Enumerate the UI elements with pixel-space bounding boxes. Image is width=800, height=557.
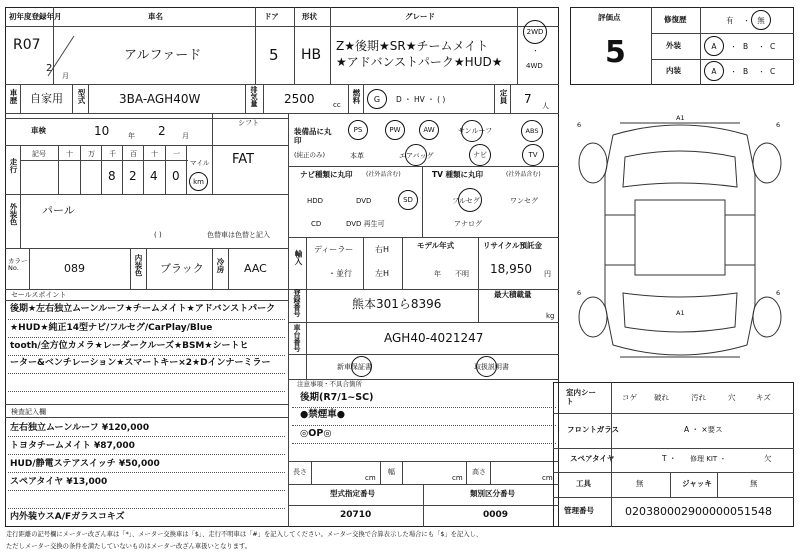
type-cert-value: 20710 (340, 510, 372, 520)
mileage-unit-5: 一 (173, 150, 180, 158)
color-note-paren: ( ) (154, 231, 162, 239)
notes-line-3: ◎OP◎ (300, 428, 332, 439)
exterior-color-label: 外装色 (9, 203, 18, 226)
year-slash-icon (30, 30, 80, 80)
mileage-unit-3: 百 (130, 150, 137, 158)
capacity-unit: 人 (542, 102, 549, 110)
aircon-label: 冷房 (216, 258, 225, 273)
mgmt-no: 020380002900000051548 (625, 505, 772, 518)
repair-no-circle: 無 (751, 10, 771, 30)
sheet-kizu: キズ (756, 393, 771, 402)
mileage-unit-mile: マイル (190, 159, 210, 167)
door-label: ドア (264, 12, 279, 21)
import-dealer: ディーラー (314, 245, 354, 254)
eq-airbag: エアバッグ (399, 152, 434, 160)
model-year-unit: 年 (434, 270, 441, 278)
navi-hdd: HDD (307, 197, 324, 205)
shape-value: HB (301, 47, 322, 63)
mgmt-label: 管理番号 (564, 506, 594, 515)
grade-line2: ★アドバンストパーク★HUD★ (336, 55, 503, 69)
diagram-tire-fr: 6 (776, 121, 781, 129)
mileage-digit-5: 0 (172, 169, 180, 183)
sales-point-line-4: ーター&ベンチレーション★スマートキー×2★Dインナーミラー (10, 358, 271, 368)
spare-kit: 修理 KIT ・ (690, 455, 727, 463)
tv-sub: (社外品含む) (506, 171, 541, 178)
tv-oneseg: ワンセグ (510, 197, 538, 205)
vehicle-use-label: 車歴 (9, 89, 18, 104)
size-height: 高さ (472, 468, 486, 476)
color-note: 色替車は色替と記入 (207, 231, 270, 239)
notes-label: 注意事項・不具合箇所 (297, 380, 362, 388)
new-warranty-circle (351, 356, 372, 377)
mileage-km-circle: km (189, 172, 208, 191)
exterior-dot-2: ・ (758, 43, 765, 51)
car-name-label: 車名 (148, 12, 163, 21)
mileage-unit-0: 十 (66, 150, 73, 158)
interior-label: 内装 (666, 66, 681, 75)
eq-tv-circle: TV (522, 144, 544, 166)
sheet-ana: 穴 (728, 393, 736, 402)
eq-navi-circle: ナビ (469, 144, 491, 166)
reg-no-label: 登録番号 (293, 289, 301, 317)
interior-sheet-label: 室内シート (566, 388, 596, 406)
interior-b: B (743, 67, 749, 76)
sheet-yogore: 汚れ (691, 393, 706, 402)
tools-label: 工具 (576, 479, 591, 488)
capacity-label: 定員 (499, 89, 508, 104)
sales-point-line-1: 後期★左右独立ムーンルーフ★チームメイト★アドバンストパーク (10, 304, 276, 314)
tv-fullseg-circle (458, 188, 482, 212)
exterior-c: C (770, 42, 776, 51)
mileage-digit-3: 2 (129, 169, 137, 183)
navi-dvd-play: DVD 再生可 (346, 220, 385, 228)
front-glass-value: A ・ ×要ス (684, 425, 723, 434)
mileage-unit-1: 万 (88, 150, 95, 158)
sheet-koge: コゲ (622, 393, 637, 402)
interior-color-label: 内装色 (134, 254, 143, 277)
type-cert-label: 型式指定番号 (330, 489, 375, 498)
spare-none: 欠 (764, 454, 772, 463)
footer-note-1: 走行距離の記号欄にメーター改ざん車は「*」、メーター交換車は「$」、走行不明車は「#」を記入してください。メーター交換で合算表示した場合にも「$」を記入し、 (6, 531, 483, 538)
interior-color: ブラック (160, 262, 204, 275)
inspection-record-1: 左右独立ムーンルーフ ¥120,000 (10, 423, 150, 433)
inspection-month-unit: 月 (182, 132, 189, 140)
max-load-unit: kg (546, 312, 555, 320)
capacity-value: 7 (524, 92, 532, 106)
eq-aw-circle: AW (419, 120, 439, 140)
navi-label: ナビ種類に丸印 (300, 170, 353, 179)
footer-note-2: ただしメーター交換の条件を満たしていないものはメーター改ざん車扱いとなります。 (6, 543, 252, 550)
size-height-cm: cm (542, 474, 553, 482)
diagram-tire-fl: 6 (577, 121, 582, 129)
interior-a-circle: A (704, 61, 724, 81)
diagram-tire-rl: 6 (577, 289, 582, 297)
inspection-year: 10 (94, 124, 110, 138)
exterior-color: パール (42, 204, 75, 217)
front-glass-label: フロントガラス (567, 425, 620, 434)
class-value: 0009 (483, 510, 509, 520)
exterior-label: 外装 (666, 41, 681, 50)
chassis-label: 車台番号 (293, 324, 301, 352)
tv-fullseg: フルセグ (452, 197, 480, 205)
diagram-tire-rr: 6 (776, 289, 781, 297)
navi-dvd: DVD (356, 197, 372, 205)
navi-cd: CD (311, 220, 322, 228)
mileage-label: 走行 (9, 158, 18, 173)
import-label: 輸入 (294, 250, 303, 265)
diagram-mark-bottom: A1 (676, 309, 685, 317)
import-parallel: ・並行 (328, 269, 352, 278)
car-body-diagram (565, 105, 795, 375)
eq-leather: 本革 (350, 152, 364, 160)
equipment-label: 装備品に丸印 (294, 127, 332, 145)
navi-sub: (社外品含む) (366, 171, 401, 178)
aircon-value: AAC (244, 262, 267, 275)
shift-value: FAT (232, 152, 255, 167)
diagram-mark-top: A1 (676, 114, 685, 122)
manual-circle (476, 356, 497, 377)
mileage-digit-4: 4 (150, 169, 158, 183)
sales-point-line-3: tooth/全方位カメラ★レーダークルーズ★BSM★シートヒ (10, 341, 249, 351)
eq-airbag-circle (405, 144, 427, 166)
max-load-label: 最大積載量 (494, 290, 532, 299)
size-length-cm: cm (365, 474, 376, 482)
interior-c: C (770, 67, 776, 76)
year-value: R07 (13, 37, 41, 53)
tv-analog: アナログ (454, 220, 482, 228)
eq-abs-circle: ABS (521, 120, 543, 142)
displacement-value: 2500 (284, 92, 315, 106)
repair-dot: ・ (743, 17, 750, 25)
vehicle-use: 自家用 (30, 92, 63, 105)
color-no-label: カラーNo. (8, 257, 28, 273)
exterior-a-circle: A (704, 36, 724, 56)
spare-t: T ・ (662, 454, 677, 463)
month-unit: 月 (62, 72, 69, 80)
mileage-unit-2: 千 (109, 150, 116, 158)
repair-yes: 有 (726, 16, 734, 25)
month-value: 2 (46, 63, 53, 74)
recycle-label: リサイクル預託金 (483, 241, 542, 250)
sales-point-label: セールスポイント (11, 291, 67, 299)
cc-unit: cc (333, 101, 341, 109)
reg-no: 熊本301ら8396 (352, 297, 442, 311)
mileage-digit-2: 8 (108, 169, 116, 183)
inspection-year-unit: 年 (128, 132, 135, 140)
model-year-value: 不明 (455, 270, 469, 278)
recycle-unit: 円 (544, 270, 551, 278)
exterior-dot-1: ・ (730, 43, 737, 51)
inspection-record-4: スペアタイヤ ¥13,000 (10, 477, 108, 487)
mileage-sub-label: 記号 (32, 150, 46, 158)
recycle-value: 18,950 (490, 262, 532, 276)
inspection-record-3: HUD/静電ステアスイッチ ¥50,000 (10, 459, 160, 469)
notes-line-1: 後期(R7/1~SC) (300, 392, 374, 403)
model-value: 3BA-AGH40W (119, 92, 201, 106)
drive-2wd-circle: 2WD (523, 20, 547, 44)
interior-dot-2: ・ (758, 68, 765, 76)
notes-line-2: ●禁煙車● (300, 409, 346, 420)
fuel-label: 燃料 (352, 89, 361, 104)
score-label: 評価点 (598, 13, 621, 22)
size-width-cm: cm (452, 474, 463, 482)
eq-ps-circle: PS (348, 120, 368, 140)
fuel-options: D ・ HV ・ ( ) (396, 95, 446, 104)
navi-sd-circle: SD (398, 190, 418, 210)
equipment-sub: (純正のみ) (294, 151, 326, 159)
eq-pw-circle: PW (385, 120, 405, 140)
eq-sunroof: サンルーフ (458, 127, 493, 135)
inspection-record-label: 検査記入欄 (11, 408, 46, 416)
eq-sunroof-circle (461, 120, 483, 142)
tools-value: 無 (636, 479, 644, 488)
shift-label: シフト (238, 119, 259, 127)
drive-dot: ・ (532, 47, 539, 55)
score-value: 5 (605, 35, 626, 70)
inspection-month: 2 (158, 124, 166, 138)
class-label: 類別区分番号 (470, 489, 515, 498)
sales-point-line-2: ★HUD★純正14型ナビ/フルセグ/CarPlay/Blue (10, 323, 213, 333)
tv-label: TV 種類に丸印 (432, 170, 484, 179)
model-year-label: モデル年式 (417, 241, 455, 250)
inspection-record-2: トヨタチームメイト ¥87,000 (10, 441, 135, 451)
manual: 取扱説明書 (474, 363, 509, 371)
mileage-unit-4: 十 (151, 150, 158, 158)
handle-left: 左H (375, 269, 390, 278)
inspection-record-6: 内外装ウスA/Fガラスコキズ (10, 512, 125, 522)
handle-right: 右H (375, 245, 390, 254)
door-value: 5 (269, 46, 279, 64)
model-label: 型式 (77, 89, 86, 104)
color-no: 089 (64, 262, 85, 275)
grade-label: グレード (405, 12, 435, 21)
interior-dot-1: ・ (730, 68, 737, 76)
car-name: アルファード (124, 48, 202, 63)
spare-tire-label: スペアタイヤ (570, 454, 615, 463)
chassis-no: AGH40-4021247 (384, 331, 484, 345)
year-label: 初年度登録年月 (9, 12, 62, 21)
fuel-g-circle: G (367, 89, 387, 109)
drive-4wd: 4WD (526, 62, 543, 70)
jack-label: ジャッキ (682, 479, 712, 488)
exterior-b: B (743, 42, 749, 51)
displacement-label: 排気量 (250, 86, 258, 107)
shape-label: 形状 (302, 12, 317, 21)
sheet-yabure: 破れ (654, 393, 669, 402)
new-warranty: 新車保証書 (337, 363, 372, 371)
inspection-label: 車検 (31, 126, 46, 135)
size-width: 幅 (388, 468, 395, 476)
grade-line1: Z★後期★SR★チームメイト (336, 39, 489, 53)
size-length: 長さ (293, 468, 307, 476)
repair-label: 修復歴 (664, 15, 687, 24)
jack-value: 無 (750, 479, 758, 488)
